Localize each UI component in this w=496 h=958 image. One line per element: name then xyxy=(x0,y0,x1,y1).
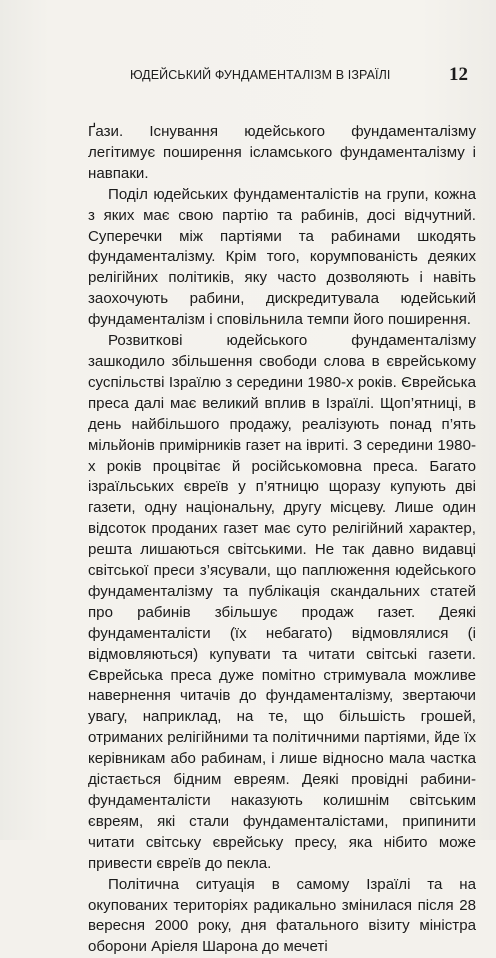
page-header xyxy=(130,66,468,84)
page-number: 12 xyxy=(449,64,468,85)
running-title: ЮДЕЙСЬКИЙ ФУНДАМЕНТАЛІЗМ В ІЗРАЇЛІ xyxy=(130,68,391,82)
paragraph: Поділ юдейських фундаменталістів на групи, кожна з яких має свою партію та рабинів, досі відчутний. Суперечки між партіями та рабинами шкодять фундаменталізму. Крім того, корумпованість деяких релігійних політиків, яку часто дозволяють і навіть заохочують рабини, дискредитувала юдейський фундаменталізм і сповільнила темпи його поширення. xyxy=(88,185,476,329)
paragraph: Політична ситуація в самому Ізраїлі та на окупованих територіях радикально змінилася після 28 вересня 2000 року, дня фатального візиту міністра оборони Аріеля Шарона до мечеті xyxy=(88,875,476,956)
paragraph: Розвиткові юдейського фундаменталізму зашкодило збільшення свободи слова в єврейському суспільстві Ізраїлю з середини 1980-х років. Єврейська преса далі має великий вплив в Ізраїлі. Щоп’ятниці, в день найбільшого продажу, реалізують понад п’ять мільйонів примірників газет на івриті. З середини 1980-х років процвітає й російськомовна преса. Багато ізраїльських євреїв у п’ятницю щоразу купують дві газети, одну національну, другу місцеву. Лише один відсоток проданих газет має суто релігійний характер, решта лишаються світськими. Не так давно видавці світської преси з’ясували, що паплюження юдейського фундаменталізму та публікація скандальних статей про рабинів збільшує продаж газет. Деякі фундаменталісти (їх небагато) відмовлялися (і відмовляються) купувати та читати світські газети. Єврейська преса дуже помітно стримувала можливе навернення читачів до фундаменталізму, звертаючи увагу, наприклад, на те, що більшість грошей, отриманих релігійними та політичними партіями, йде їх керівникам або рабинам, і лише відносно мала частка дістається бідним евреям. Деякі провідні рабини-фундаменталісти наказують колишнім світським євреям, які стали фундаменталістами, припинити читати світську єврейську пресу, яка нібито може привести євреїв до пекла. xyxy=(88,332,476,872)
paragraph: Ґази. Існування юдейського фундаменталізму легітимує поширення ісламського фундаменталізму і навпаки. xyxy=(88,123,476,182)
body-text xyxy=(88,122,476,958)
